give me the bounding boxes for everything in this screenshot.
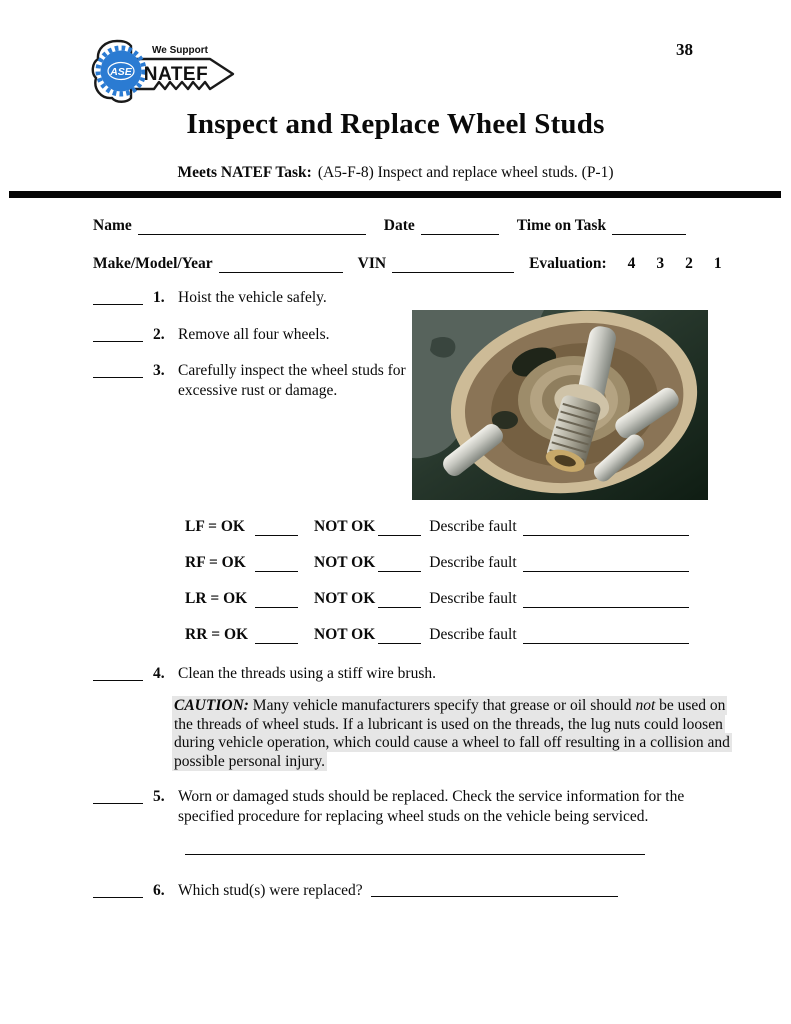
step-6-number: 6.: [153, 882, 165, 899]
evaluation-score-1: 1: [713, 255, 722, 272]
date-field-line: [421, 219, 499, 235]
time-on-task-field-line: [612, 219, 686, 235]
evaluation-label: Evaluation:: [529, 255, 607, 272]
caution-label: CAUTION:: [174, 697, 249, 714]
lf-not-ok-line: [378, 520, 421, 536]
step-6-text: Which stud(s) were replaced?: [178, 882, 363, 899]
steps-1-to-3: [93, 288, 415, 401]
rr-describe-fault-label: Describe fault: [429, 626, 517, 643]
form-row-vehicle-evaluation: [93, 255, 722, 273]
rf-describe-fault-label: Describe fault: [429, 554, 517, 571]
caution-text-after: be used on the threads of wheel studs. If a lubricant is used on the threads, the lug nuts could loosen during vehicle operation, which could cause a wheel to fall off resulting in a collision and possible personal injury.: [174, 697, 730, 770]
step-1-number: 1.: [153, 289, 165, 306]
step-5-text: Worn or damaged studs should be replaced. Check the service information for the specified procedure for replacing wheel studs on the vehicle being serviced.: [178, 788, 685, 825]
lf-describe-fault-label: Describe fault: [429, 518, 517, 535]
evaluation-score-3: 3: [656, 255, 665, 272]
lr-ok-line: [255, 592, 298, 608]
lf-ok-line: [255, 520, 298, 536]
task-label: Meets NATEF Task:: [177, 164, 312, 181]
name-label: Name: [93, 217, 132, 234]
wheel-check-row-lf: [185, 516, 689, 536]
make-model-year-label: Make/Model/Year: [93, 255, 213, 272]
make-model-year-field-line: [219, 257, 343, 273]
wheel-check-row-rr: [185, 624, 689, 644]
time-on-task-label: Time on Task: [516, 217, 607, 234]
natef-ase-logo: [88, 36, 238, 106]
wheel-code-rr: RR: [185, 626, 208, 643]
step-5-answer-line: [185, 836, 645, 855]
lr-not-ok-label: NOT OK: [314, 590, 376, 607]
we-support-text: We Support: [152, 45, 208, 56]
wheel-check-row-lr: [185, 588, 689, 608]
form-row-name-date-time: [93, 217, 699, 235]
lf-not-ok-label: NOT OK: [314, 518, 376, 535]
step-4-check-line: [93, 664, 143, 681]
wheel-hub-photo: [412, 310, 708, 500]
rr-not-ok-label: NOT OK: [314, 626, 376, 643]
student-info-form: [93, 217, 722, 273]
vin-label: VIN: [357, 255, 387, 272]
step-5-check-line: [93, 787, 143, 804]
step-4-section: [93, 664, 743, 684]
wheel-code-lf: LF: [185, 518, 205, 535]
wheel-hub-photo-graphic: [412, 310, 708, 500]
natef-task-line: [0, 164, 791, 182]
header-divider-rule: [9, 191, 781, 198]
task-text: (A5-F-8) Inspect and replace wheel studs. (P-1): [317, 164, 614, 181]
natef-wordmark: NATEF: [143, 64, 209, 85]
step-1-check-line: [93, 288, 143, 305]
step-3-number: 3.: [153, 362, 165, 379]
rr-ok-line: [255, 628, 298, 644]
lr-describe-fault-label: Describe fault: [429, 590, 517, 607]
step-row-4: [93, 664, 743, 684]
step-1-text: Hoist the vehicle safely.: [178, 289, 327, 306]
lf-describe-fault-line: [523, 520, 689, 536]
step-row-2: [93, 325, 415, 345]
lr-not-ok-line: [378, 592, 421, 608]
step-5-section: [93, 787, 718, 827]
step-row-6: [93, 881, 743, 901]
evaluation-score-4: 4: [627, 255, 636, 272]
step-4-text: Clean the threads using a stiff wire brush.: [178, 665, 436, 682]
natef-key-logo-graphic: [88, 36, 238, 106]
step-3-text: Carefully inspect the wheel studs for excessive rust or damage.: [178, 362, 406, 399]
ase-logo-text: ASE: [110, 66, 132, 78]
rr-describe-fault-line: [523, 628, 689, 644]
wheel-inspection-checklist: [185, 516, 689, 644]
rr-not-ok-line: [378, 628, 421, 644]
rf-not-ok-line: [378, 556, 421, 572]
step-6-check-line: [93, 881, 143, 898]
ok-label: = OK: [210, 590, 248, 607]
step-2-check-line: [93, 325, 143, 342]
vin-field-line: [392, 257, 514, 273]
caution-highlight: [172, 696, 732, 771]
step-row-1: [93, 288, 415, 308]
page-number: 38: [676, 40, 693, 59]
date-label: Date: [383, 217, 415, 234]
step-2-text: Remove all four wheels.: [178, 326, 330, 343]
wheel-code-rf: RF: [185, 554, 206, 571]
rf-not-ok-label: NOT OK: [314, 554, 376, 571]
step-row-3: [93, 361, 415, 401]
wheel-code-lr: LR: [185, 590, 207, 607]
step-row-5: [93, 787, 718, 827]
step-2-number: 2.: [153, 326, 165, 343]
ok-label: = OK: [211, 626, 249, 643]
name-field-line: [138, 219, 366, 235]
page-title: Inspect and Replace Wheel Studs: [186, 108, 605, 140]
ok-label: = OK: [208, 518, 245, 535]
step-3-check-line: [93, 361, 143, 378]
step-6-answer-line: [371, 881, 618, 897]
evaluation-score-2: 2: [685, 255, 693, 272]
ok-label: = OK: [208, 554, 246, 571]
step-4-number: 4.: [153, 665, 165, 682]
rf-describe-fault-line: [523, 556, 689, 572]
casting-hole: [430, 337, 455, 358]
step-5-number: 5.: [153, 788, 165, 805]
step-6-section: [93, 881, 743, 901]
rf-ok-line: [255, 556, 298, 572]
caution-italic-word: not: [635, 697, 656, 714]
caution-note: [172, 697, 732, 771]
caution-text-before: Many vehicle manufacturers specify that grease or oil should: [248, 697, 636, 714]
lr-describe-fault-line: [523, 592, 689, 608]
wheel-check-row-rf: [185, 552, 689, 572]
